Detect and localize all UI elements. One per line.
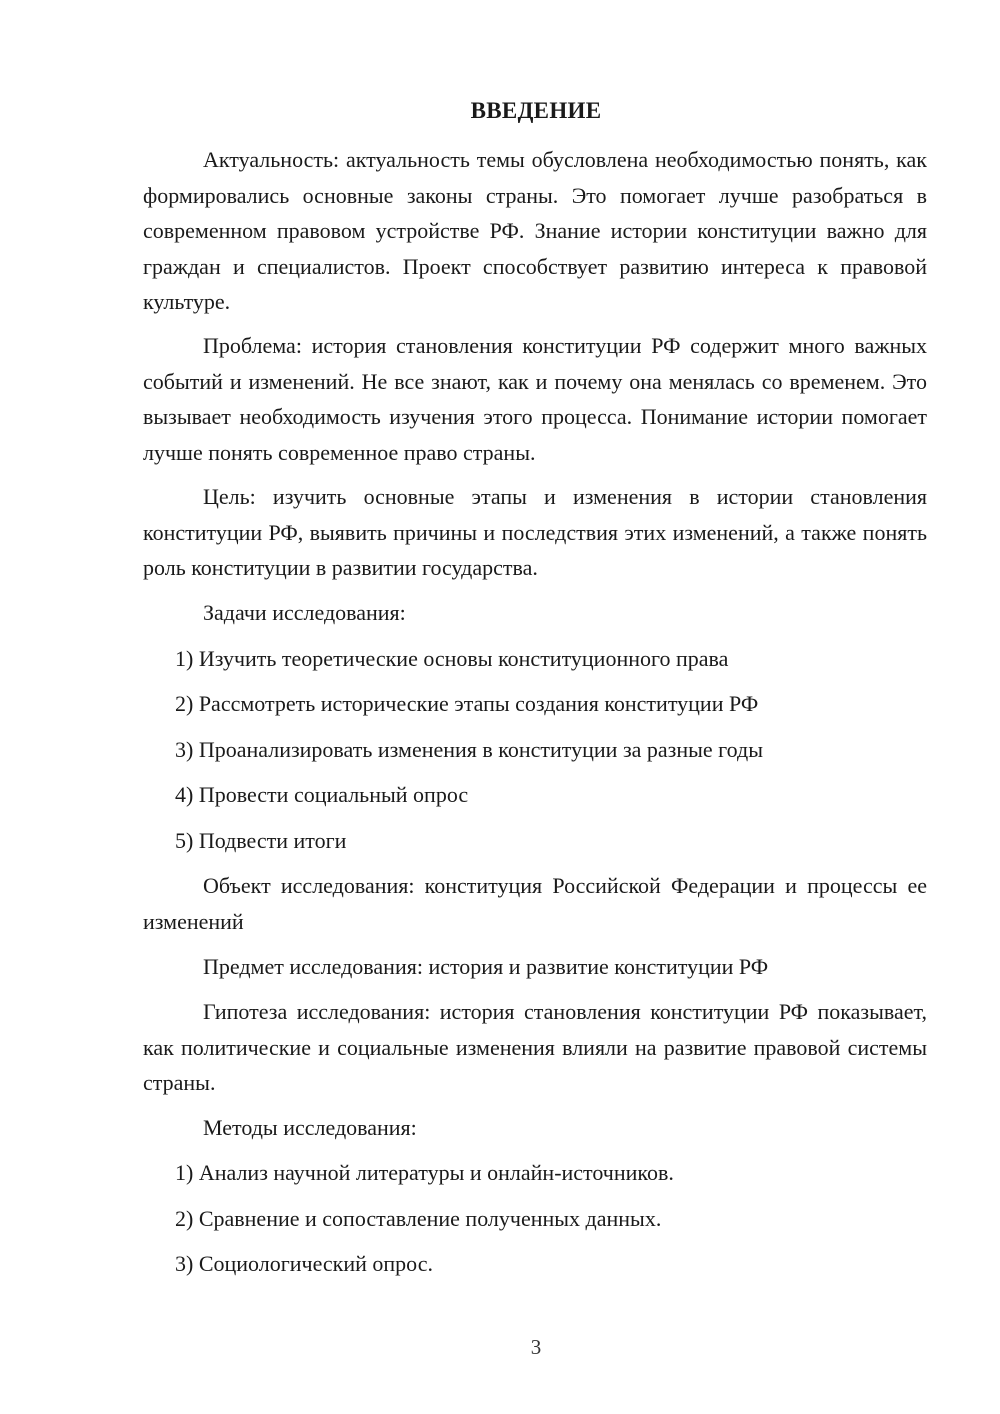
- task-item-3: 3) Проанализировать изменения в конституции за разные годы: [175, 737, 763, 762]
- page-number: 3: [530, 1335, 542, 1359]
- relevance-paragraph: Актуальность: актуальность темы обусловлена необходимостью понять, как формировались основные законы страны. Это помогает лучше разобраться в современном правовом устройстве РФ. Знание истории конституции важно для граждан и специалистов. Проект способствует развитию интереса к правовой культуре.: [143, 147, 927, 314]
- task-item-4: 4) Провести социальный опрос: [175, 782, 469, 807]
- task-item-1: 1) Изучить теоретические основы конституционного права: [175, 646, 729, 671]
- method-item-2: 2) Сравнение и сопоставление полученных данных.: [175, 1206, 662, 1231]
- object-paragraph: Объект исследования: конституция Российской Федерации и процессы ее изменений: [143, 873, 927, 934]
- hypothesis-paragraph: Гипотеза исследования: история становления конституции РФ показывает, как политические и социальные изменения влияли на развитие правовой системы страны.: [143, 999, 927, 1095]
- tasks-heading: Задачи исследования:: [203, 600, 406, 625]
- method-item-3: 3) Социологический опрос.: [175, 1251, 433, 1276]
- goal-paragraph: Цель: изучить основные этапы и изменения в истории становления конституции РФ, выявить причины и последствия этих изменений, а также понять роль конституции в развитии государства.: [143, 484, 927, 580]
- task-item-5: 5) Подвести итоги: [175, 828, 347, 853]
- problem-paragraph: Проблема: история становления конституции РФ содержит много важных событий и изменений. Не все знают, как и почему она менялась со временем. Это вызывает необходимость изучения этого процесса. Понимание истории помогает лучше понять современное право страны.: [143, 333, 927, 465]
- methods-heading: Методы исследования:: [203, 1115, 417, 1140]
- subject-paragraph: Предмет исследования: история и развитие конституции РФ: [203, 954, 769, 979]
- method-item-1: 1) Анализ научной литературы и онлайн-источников.: [175, 1160, 674, 1185]
- page-title: ВВЕДЕНИЕ: [470, 98, 602, 123]
- task-item-2: 2) Рассмотреть исторические этапы создания конституции РФ: [175, 691, 759, 716]
